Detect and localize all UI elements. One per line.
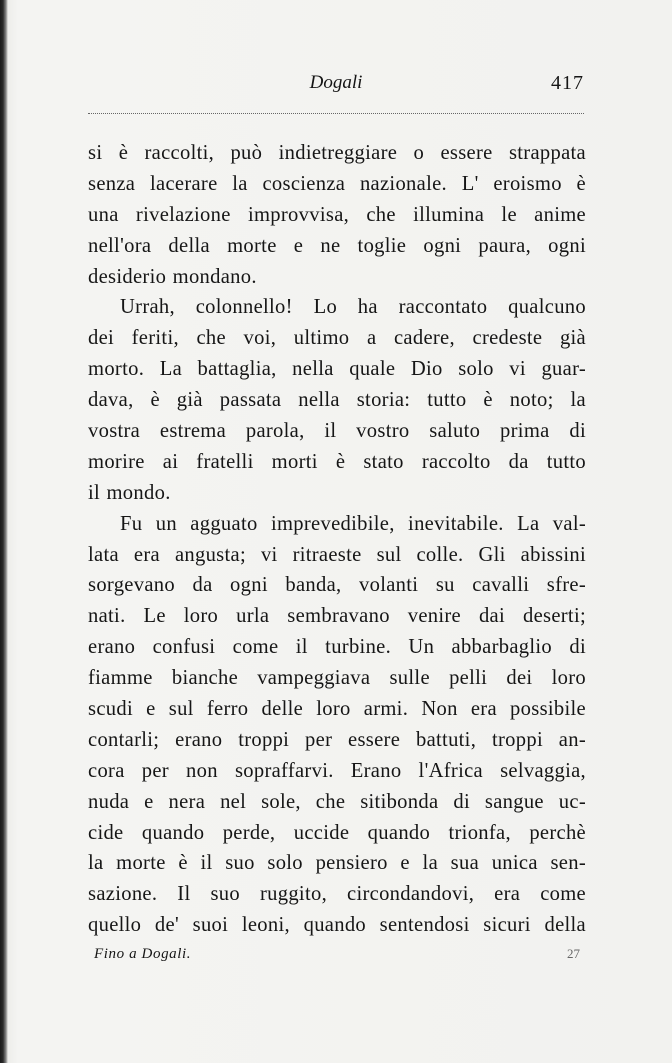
text-line: dava, è già passata nella storia: tutto è noto; la (88, 389, 586, 412)
text-line: cora per non sopraffarvi. Erano l'Africa selvaggia, (88, 759, 586, 782)
binding-edge (0, 0, 8, 1063)
text-line: morto. La battaglia, nella quale Dio solo vi guar- (88, 358, 586, 381)
page-footer (94, 946, 580, 970)
text-line: vostra estrema parola, il vostro saluto prima di (88, 420, 586, 443)
running-head (86, 72, 586, 104)
text-line: la morte è il suo solo pensiero e la sua unica sen- (88, 852, 586, 875)
text-line: morire ai fratelli morti è stato raccolto da tutto (88, 450, 586, 473)
text-line: sorgevano da ogni banda, volanti su cavalli sfre- (88, 574, 586, 597)
text-line: cide quando perde, uccide quando trionfa, perchè (88, 821, 586, 844)
text-line: il mondo. (88, 481, 171, 504)
text-line: si è raccolti, può indietreggiare o essere strappata (88, 142, 586, 164)
text-line: desiderio mondano. (88, 265, 257, 288)
printer-signature: Fino a Dogali. (94, 946, 192, 962)
text-line: una rivelazione improvvisa, che illumina le anime (88, 203, 586, 226)
text-line: scudi e sul ferro delle loro armi. Non era possibile (88, 698, 586, 721)
text-line: dei feriti, che voi, ultimo a cadere, credeste già (88, 327, 586, 350)
running-title: Dogali (309, 72, 363, 93)
signature-number: 27 (567, 946, 580, 961)
text-line: Fu un agguato imprevedibile, inevitabile. La val- (120, 512, 586, 535)
text-line: erano confusi come il turbine. Un abbarbaglio di (88, 636, 586, 659)
text-line: quello de' suoi leoni, quando sentendosi sicuri della (88, 914, 586, 937)
text-line: fiamme bianche vampeggiava sulle pelli dei loro (88, 667, 586, 690)
text-line: senza lacerare la coscienza nazionale. L' eroismo è (88, 172, 586, 195)
text-line: contarli; erano troppi per essere battuti, troppi an- (88, 728, 586, 751)
text-line: nati. Le loro urla sembravano venire dai deserti; (88, 605, 586, 628)
text-line: nuda e nera nel sole, che sitibonda di sangue uc- (88, 790, 586, 813)
text-line: sazione. Il suo ruggito, circondandovi, era come (88, 883, 586, 906)
page-number: 417 (551, 72, 584, 94)
text-line: nell'ora della morte e ne toglie ogni paura, ogni (88, 234, 586, 257)
header-rule (88, 113, 584, 114)
body-text (88, 138, 586, 941)
text-line: Urrah, colonnello! Lo ha raccontato qualcuno (120, 296, 586, 319)
text-line: lata era angusta; vi ritraeste sul colle. Gli abissini (88, 543, 586, 566)
